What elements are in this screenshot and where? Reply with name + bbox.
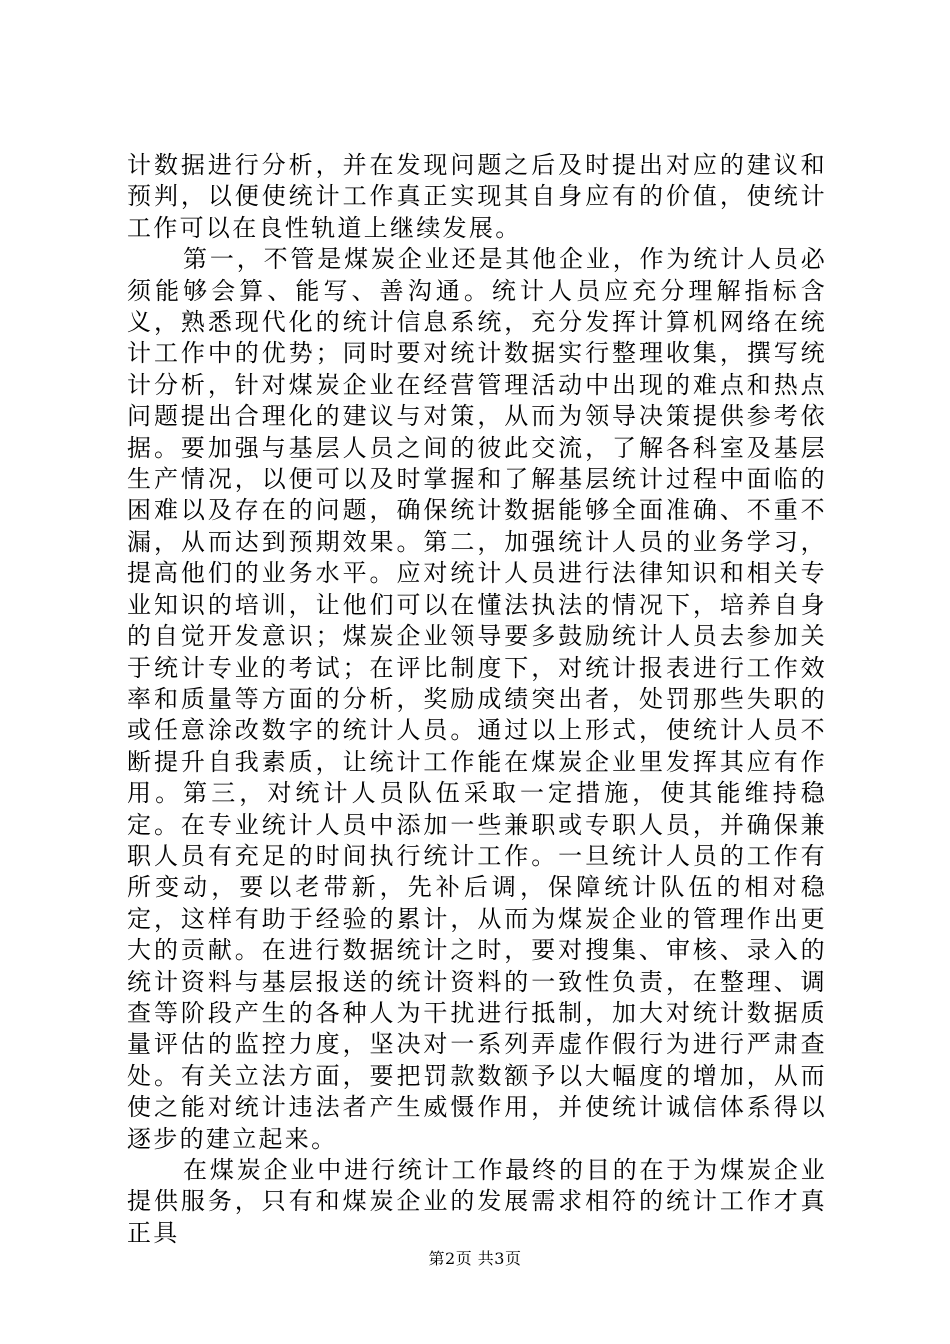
page-number-footer: 第2页 共3页 (428, 1249, 522, 1268)
paragraph-conclusion: 在煤炭企业中进行统计工作最终的目的在于为煤炭企业提供服务，只有和煤炭企业的发展需求相符的统计工作才真正具 (127, 1156, 827, 1247)
paragraph-continuation: 计数据进行分析，并在发现问题之后及时提出对应的建议和预判，以便使统计工作真正实现其自身应有的价值，使统计工作可以在良性轨道上继续发展。 (127, 151, 827, 242)
paragraph-measures: 第一，不管是煤炭企业还是其他企业，作为统计人员必须能够会算、能写、善沟通。统计人员应充分理解指标含义，熟悉现代化的统计信息系统，充分发挥计算机网络在统计工作中的优势；同时要对统计数据实行整理收集，撰写统计分析，针对煤炭企业在经营管理活动中出现的难点和热点问题提出合理化的建议与对策，从而为领导决策提供参考依据。要加强与基层人员之间的彼此交流，了解各科室及基层生产情况，以便可以及时掌握和了解基层统计过程中面临的困难以及存在的问题，确保统计数据能够全面准确、不重不漏，从而达到预期效果。第二，加强统计人员的业务学习，提高他们的业务水平。应对统计人员进行法律知识和相关专业知识的培训，让他们可以在懂法执法的情况下，培养自身的自觉开发意识；煤炭企业领导要多鼓励统计人员去参加关于统计专业的考试；在评比制度下，对统计报表进行工作效率和质量等方面的分析，奖励成绩突出者，处罚那些失职的或任意涂改数字的统计人员。通过以上形式，使统计人员不断提升自我素质，让统计工作能在煤炭企业里发挥其应有作用。第三，对统计人员队伍采取一定措施，使其能维持稳定。在专业统计人员中添加一些兼职或专职人员，并确保兼职人员有充足的时间执行统计工作。一旦统计人员的工作有所变动，要以老带新，先补后调，保障统计队伍的相对稳定，这样有助于经验的累计，从而为煤炭企业的管理作出更大的贡献。在进行数据统计之时，要对搜集、审核、录入的统计资料与基层报送的统计资料的一致性负责，在整理、调查等阶段产生的各种人为干扰进行抵制，加大对统计数据质量评估的监控力度，坚决对一系列弄虚作假行为进行严肃查处。有关立法方面，要把罚款数额予以大幅度的增加，从而使之能对统计违法者产生威慑作用，并使统计诚信体系得以逐步的建立起来。 (127, 245, 827, 1153)
document-body (127, 150, 827, 1249)
